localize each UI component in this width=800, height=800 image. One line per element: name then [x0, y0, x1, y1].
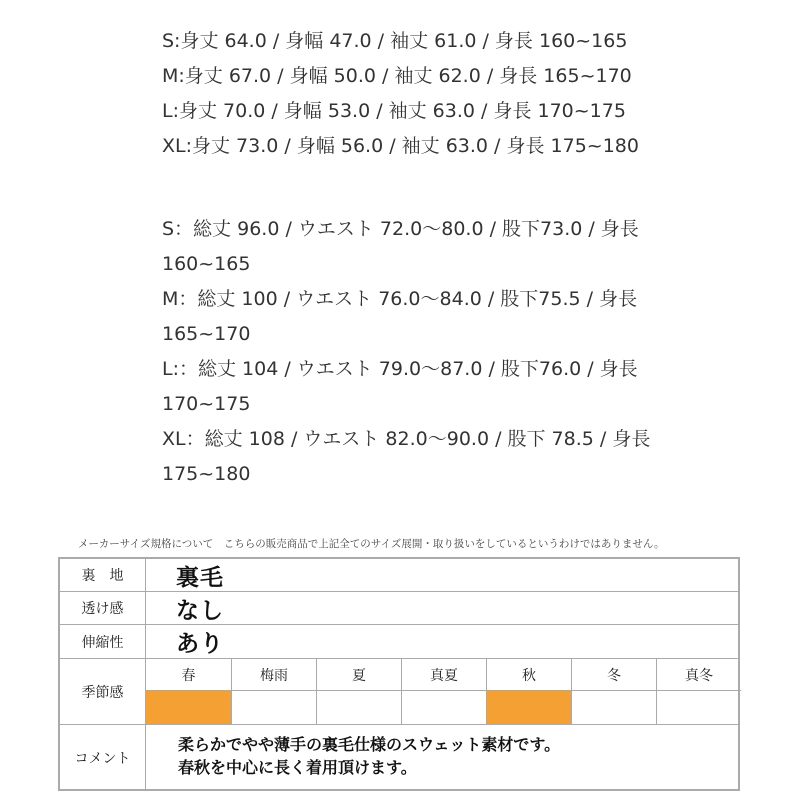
spec-comment	[178, 733, 560, 779]
tops-size-list	[162, 24, 639, 164]
season-indicator	[572, 691, 656, 724]
comment-line: 春秋を中心に長く着用頂けます。	[178, 758, 417, 777]
season-col-midsummer	[401, 659, 486, 724]
spec-label-stretch: 伸縮性	[60, 625, 146, 658]
season-name: 春	[146, 659, 231, 691]
size-line-bottoms-l-height: 170~175	[162, 393, 251, 415]
spec-value-sheer: なし	[176, 597, 224, 624]
size-line-tops-l: L:身丈 70.0 / 身幅 53.0 / 袖丈 63.0 / 身長 170~175	[162, 100, 626, 122]
season-name: 梅雨	[232, 659, 316, 691]
season-indicator	[657, 691, 741, 724]
size-line-bottoms-m-height: 165~170	[162, 323, 251, 345]
size-line-bottoms-xl-height: 175~180	[162, 463, 251, 485]
season-indicator	[146, 691, 231, 724]
size-line-tops-s: S:身丈 64.0 / 身幅 47.0 / 袖丈 61.0 / 身長 160~165	[162, 30, 628, 52]
spec-table	[58, 557, 740, 791]
season-col-winter	[571, 659, 656, 724]
season-name: 秋	[487, 659, 571, 691]
season-indicator	[232, 691, 316, 724]
spec-row-lining	[60, 559, 738, 592]
season-col-rainy	[231, 659, 316, 724]
size-line-bottoms-s: S：総丈 96.0 / ウエスト 72.0〜80.0 / 股下73.0 / 身長	[162, 218, 639, 240]
size-line-bottoms-xl: XL：総丈 108 / ウエスト 82.0〜90.0 / 股下 78.5 / 身長	[162, 428, 651, 450]
season-indicator	[317, 691, 401, 724]
spec-value-stretch: あり	[176, 631, 224, 657]
size-line-bottoms-s-height: 160~165	[162, 253, 251, 275]
spec-label-comment: コメント	[60, 725, 146, 791]
spec-row-comment	[60, 725, 738, 791]
season-name: 真冬	[657, 659, 741, 691]
size-note: メーカーサイズ規格について こちらの販売商品で上記全てのサイズ展開・取り扱いをしているというわけではありません。	[78, 538, 665, 550]
season-indicator	[487, 691, 571, 724]
season-col-autumn	[486, 659, 571, 724]
season-name: 夏	[317, 659, 401, 691]
spec-label-sheer: 透け感	[60, 592, 146, 624]
season-name: 真夏	[402, 659, 486, 691]
size-line-tops-xl: XL:身丈 73.0 / 身幅 56.0 / 袖丈 63.0 / 身長 175~180	[162, 135, 639, 157]
season-grid	[146, 659, 738, 724]
spec-row-season	[60, 659, 738, 725]
size-line-bottoms-l: L:：総丈 104 / ウエスト 79.0〜87.0 / 股下76.0 / 身長	[162, 358, 638, 380]
size-line-bottoms-m: M：総丈 100 / ウエスト 76.0〜84.0 / 股下75.5 / 身長	[162, 288, 638, 310]
size-line-tops-m: M:身丈 67.0 / 身幅 50.0 / 袖丈 62.0 / 身長 165~170	[162, 65, 632, 87]
spec-value-lining: 裏毛	[176, 564, 224, 591]
comment-line: 柔らかでやや薄手の裏毛仕様のスウェット素材です。	[178, 735, 561, 754]
spec-row-sheer	[60, 592, 738, 625]
season-col-summer	[316, 659, 401, 724]
spec-row-stretch	[60, 625, 738, 659]
season-col-spring	[146, 659, 231, 724]
bottoms-size-list	[162, 212, 650, 492]
season-name: 冬	[572, 659, 656, 691]
season-indicator	[402, 691, 486, 724]
spec-label-lining: 裏 地	[60, 559, 146, 591]
season-col-midwinter	[656, 659, 741, 724]
spec-label-season: 季節感	[60, 659, 146, 724]
